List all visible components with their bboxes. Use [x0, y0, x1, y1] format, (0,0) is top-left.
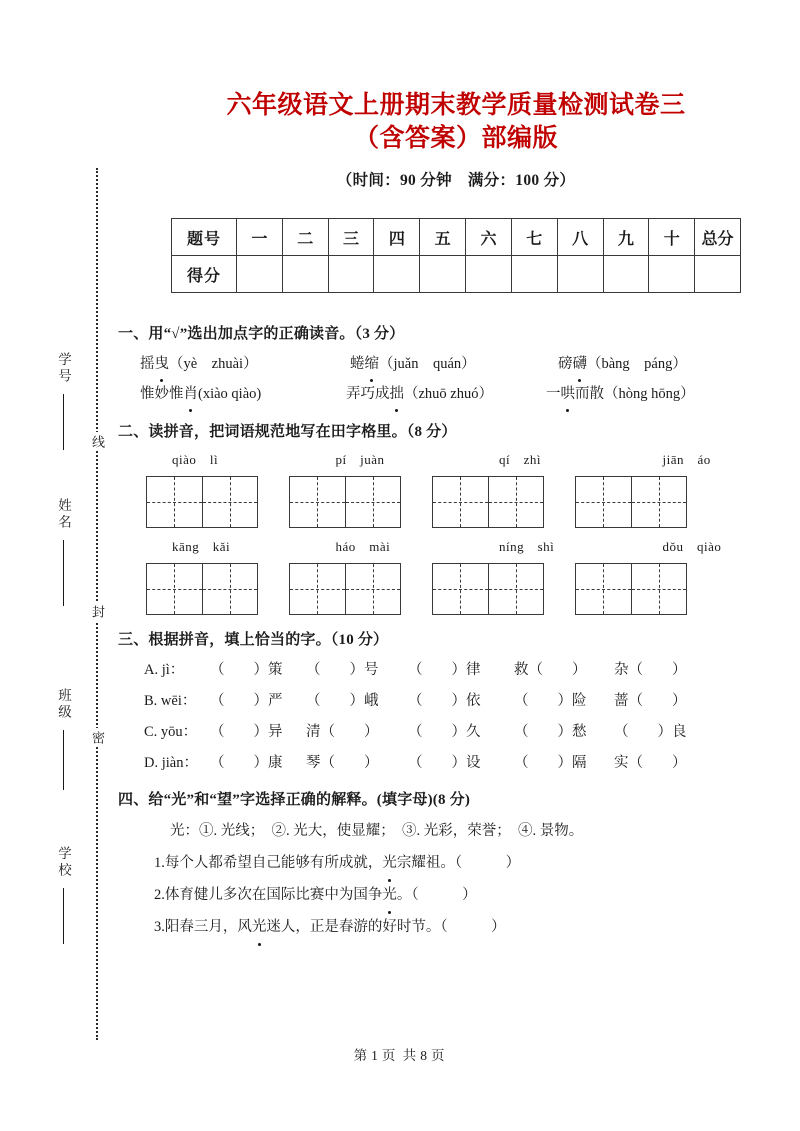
fill-row-d-seg-1[interactable]: 琴（ ） [306, 755, 379, 771]
section-4-question-1-pre: 每个人都希望自己能够有所成就， [164, 855, 383, 871]
pron-item-nongqiaochengzhuo-dotted-char: 拙 [390, 379, 405, 409]
section-2 [118, 417, 800, 615]
pron-item-yaoye[interactable] [140, 349, 350, 379]
exam-total-score: 满分：100 分） [467, 172, 576, 189]
pron-item-quansuo-options: （juǎn quán） [379, 356, 476, 372]
pron-item-weimiaoweixiao-pre: 惟妙惟 [140, 386, 184, 402]
pron-item-pangbo-pre: 磅 [558, 356, 573, 372]
score-cell-9[interactable] [649, 256, 695, 293]
score-table-row-label-0: 题号 [172, 219, 237, 256]
section-4-question-3-post: 迷人，正是春游的好时节。（ ） [266, 919, 506, 935]
section-1 [118, 319, 800, 409]
field-name [46, 498, 80, 606]
score-table-col-5: 六 [466, 219, 512, 256]
field-school [46, 846, 80, 944]
table-row-question-numbers [172, 219, 741, 256]
section-4-question-1-dotted-char: 光 [382, 847, 397, 879]
fill-row-a-label: A. jì： [144, 662, 185, 678]
score-table-col-2: 三 [328, 219, 374, 256]
score-table-col-6: 七 [511, 219, 557, 256]
score-table-col-total: 总分 [695, 219, 741, 256]
pron-item-quansuo-pre: 蜷 [350, 356, 365, 372]
page-title-line2: （含答案）部编版 [353, 123, 558, 152]
pinyin-label-pijuan: pí juàn [335, 452, 385, 467]
score-table [171, 218, 741, 293]
pron-item-pangbo-options: （bàng páng） [587, 356, 687, 372]
fill-row-d-seg-0[interactable]: （ ）康 [210, 755, 283, 771]
field-school-label: 学校 [56, 846, 71, 879]
score-table-col-7: 八 [557, 219, 603, 256]
section-4-question-2-pre: 体育健儿多次在国际比赛中为国争 [164, 887, 383, 903]
pron-item-yihongersan-dotted-char: 哄 [561, 379, 576, 409]
pron-item-pangbo-dotted-char: 礴 [573, 349, 588, 379]
tianzige-cell-haomai[interactable] [289, 563, 432, 615]
fill-row-b-seg-3[interactable]: （ ）险 [514, 693, 587, 709]
pron-item-nongqiaochengzhuo[interactable] [346, 379, 546, 409]
score-cell-7[interactable] [557, 256, 603, 293]
section-4-question-1-post: 宗耀祖。（ ） [396, 855, 521, 871]
fill-row-d [118, 748, 800, 779]
score-table-col-1: 二 [282, 219, 328, 256]
fill-row-a-seg-4[interactable]: 杂（ ） [614, 662, 687, 678]
tianzige-cell-douqiao[interactable] [575, 563, 718, 615]
fill-row-a [118, 655, 800, 686]
section-2-heading: 二、读拼音，把词语规范地写在田字格里。（8 分） [118, 424, 457, 440]
pinyin-label-ningshi: níng shì [499, 539, 555, 554]
fill-row-c-seg-3[interactable]: （ ）愁 [514, 724, 587, 740]
field-student-number-rule [63, 394, 64, 450]
section-4-question-1-number: 1. [154, 855, 165, 871]
table-row-scores [172, 256, 741, 293]
pinyin-label-jianao: jiān áo [662, 452, 711, 467]
fill-row-b-seg-2[interactable]: （ ）依 [408, 693, 481, 709]
section-4-definitions: 光：①. 光线； ②. 光大，使显耀； ③. 光彩，荣誉； ④. 景物。 [170, 823, 584, 839]
section-3-heading: 三、根据拼音，填上恰当的字。（10 分） [118, 632, 389, 648]
fill-row-c-label: C. yōu： [144, 724, 198, 740]
section-1-heading: 一、用“√”选出加点字的正确读音。（3 分） [118, 326, 405, 342]
pinyin-label-qizhi: qí zhì [499, 452, 541, 467]
fill-row-a-seg-2[interactable]: （ ）律 [408, 662, 481, 678]
section-2-grid-block-1 [118, 447, 800, 528]
page-title [112, 0, 800, 154]
pinyin-row-1 [128, 447, 800, 473]
section-1-row-2 [118, 379, 800, 409]
section-4-question-2-number: 2. [154, 887, 165, 903]
section-4-question-1[interactable] [118, 847, 800, 879]
fill-row-c-seg-2[interactable]: （ ）久 [408, 724, 481, 740]
footer-page-number: 1 [371, 1048, 380, 1063]
pron-item-weimiaoweixiao-dotted-char: 肖 [184, 379, 199, 409]
seal-char-xian: 线 [88, 432, 106, 451]
score-cell-1[interactable] [282, 256, 328, 293]
section-4 [118, 785, 800, 943]
pinyin-label-qiaoli: qiào lì [172, 452, 219, 467]
section-4-question-3-dotted-char: 光 [252, 911, 267, 943]
pron-item-quansuo-dotted-char: 缩 [365, 349, 380, 379]
tianzige-cell-qiaoli[interactable] [146, 476, 289, 528]
footer-suffix: 页 [430, 1048, 447, 1063]
field-class-label: 班级 [56, 688, 71, 721]
section-4-question-2-post: 。（ ） [396, 887, 477, 903]
fill-row-c [118, 717, 800, 748]
footer-middle: 页 共 [381, 1048, 419, 1063]
score-table-col-4: 五 [420, 219, 466, 256]
score-cell-0[interactable] [237, 256, 283, 293]
section-4-question-2[interactable] [118, 879, 800, 911]
pron-item-nongqiaochengzhuo-pre: 弄巧成 [346, 386, 390, 402]
fill-row-b-seg-1[interactable]: （ ）峨 [306, 693, 379, 709]
fill-row-d-seg-3[interactable]: （ ）隔 [514, 755, 587, 771]
fill-row-d-seg-2[interactable]: （ ）设 [408, 755, 481, 771]
pron-item-weimiaoweixiao[interactable] [140, 379, 346, 409]
fill-row-d-seg-4[interactable]: 实（ ） [614, 755, 687, 771]
score-table-col-3: 四 [374, 219, 420, 256]
score-cell-4[interactable] [420, 256, 466, 293]
fill-row-b-label: B. wēi： [144, 693, 197, 709]
fill-row-b-seg-4[interactable]: 蔷（ ） [614, 693, 687, 709]
score-cell-8[interactable] [603, 256, 649, 293]
pron-item-yaoye-options: （yè zhuài） [169, 356, 258, 372]
section-1-row-1 [118, 349, 800, 379]
pron-item-weimiaoweixiao-options: (xiào qiào) [198, 386, 262, 402]
pron-item-yihongersan-pre: 一 [546, 386, 561, 402]
field-student-number-label: 学号 [56, 352, 71, 385]
fill-row-c-seg-0[interactable]: （ ）异 [210, 724, 283, 740]
section-3-body [118, 655, 800, 779]
pron-item-yihongersan[interactable] [546, 379, 695, 409]
seal-char-mi: 密 [88, 728, 106, 747]
seal-margin [0, 0, 112, 1131]
section-4-question-3-pre: 阳春三月，风 [164, 919, 252, 935]
score-table-col-8: 九 [603, 219, 649, 256]
fill-row-a-seg-3[interactable]: 救（ ） [514, 662, 587, 678]
section-4-question-3-number: 3. [154, 919, 165, 935]
page-footer [0, 1044, 800, 1064]
pinyin-label-haomai: háo mài [335, 539, 391, 554]
fill-row-b [118, 686, 800, 717]
pinyin-label-douqiao: dǒu qiào [662, 539, 722, 554]
field-name-rule [63, 540, 64, 606]
score-cell-6[interactable] [511, 256, 557, 293]
score-cell-2[interactable] [328, 256, 374, 293]
fill-row-c-seg-4[interactable]: （ ）良 [614, 724, 687, 740]
pron-item-yihongersan-options: 而散（hòng hōng） [575, 386, 695, 402]
score-cell-total[interactable] [695, 256, 741, 293]
tianzige-row-1 [128, 476, 800, 528]
score-cell-5[interactable] [466, 256, 512, 293]
tianzige-cell-qizhi[interactable] [432, 476, 575, 528]
field-class-rule [63, 730, 64, 790]
tianzige-cell-ningshi[interactable] [432, 563, 575, 615]
field-class [46, 688, 80, 790]
pron-item-quansuo[interactable] [350, 349, 558, 379]
pron-item-yaoye-dotted-char: 曳 [155, 349, 170, 379]
tianzige-cell-kangkai[interactable] [146, 563, 289, 615]
footer-total-pages: 8 [420, 1048, 429, 1063]
score-table-col-9: 十 [649, 219, 695, 256]
pron-item-pangbo[interactable] [558, 349, 687, 379]
score-table-wrap [171, 218, 741, 293]
footer-prefix: 第 [353, 1048, 370, 1063]
section-4-question-3[interactable] [118, 911, 800, 943]
exam-subtitle [112, 168, 800, 190]
exam-page [112, 0, 800, 1131]
seal-char-feng: 封 [88, 602, 106, 621]
fill-row-b-seg-0[interactable]: （ ）严 [210, 693, 283, 709]
section-2-grid-block-2 [118, 534, 800, 615]
score-table-row-label-1: 得分 [172, 256, 237, 293]
fill-row-a-seg-0[interactable]: （ ）策 [210, 662, 283, 678]
field-name-label: 姓名 [56, 498, 71, 531]
field-student-number [46, 352, 80, 450]
pron-item-nongqiaochengzhuo-options: （zhuō zhuó） [404, 386, 493, 402]
fill-row-a-seg-1[interactable]: （ ）号 [306, 662, 379, 678]
pron-item-yaoye-pre: 摇 [140, 356, 155, 372]
pinyin-label-kangkai: kāng kǎi [172, 539, 231, 554]
score-table-col-0: 一 [237, 219, 283, 256]
section-4-heading: 四、给“光”和“望”字选择正确的解释。(填字母)(8 分) [118, 792, 471, 808]
pinyin-row-2 [128, 534, 800, 560]
section-4-question-2-dotted-char: 光 [382, 879, 397, 911]
fill-row-d-label: D. jiàn： [144, 755, 198, 771]
exam-duration: （时间：90 分钟 [336, 172, 452, 189]
section-3 [118, 625, 800, 779]
score-cell-3[interactable] [374, 256, 420, 293]
page-title-line1: 六年级语文上册期末教学质量检测试卷三 [226, 90, 686, 119]
field-school-rule [63, 888, 64, 944]
tianzige-row-2 [128, 563, 800, 615]
fill-row-c-seg-1[interactable]: 清（ ） [306, 724, 379, 740]
section-1-body [118, 349, 800, 409]
tianzige-cell-jianao[interactable] [575, 476, 718, 528]
tianzige-cell-pijuan[interactable] [289, 476, 432, 528]
